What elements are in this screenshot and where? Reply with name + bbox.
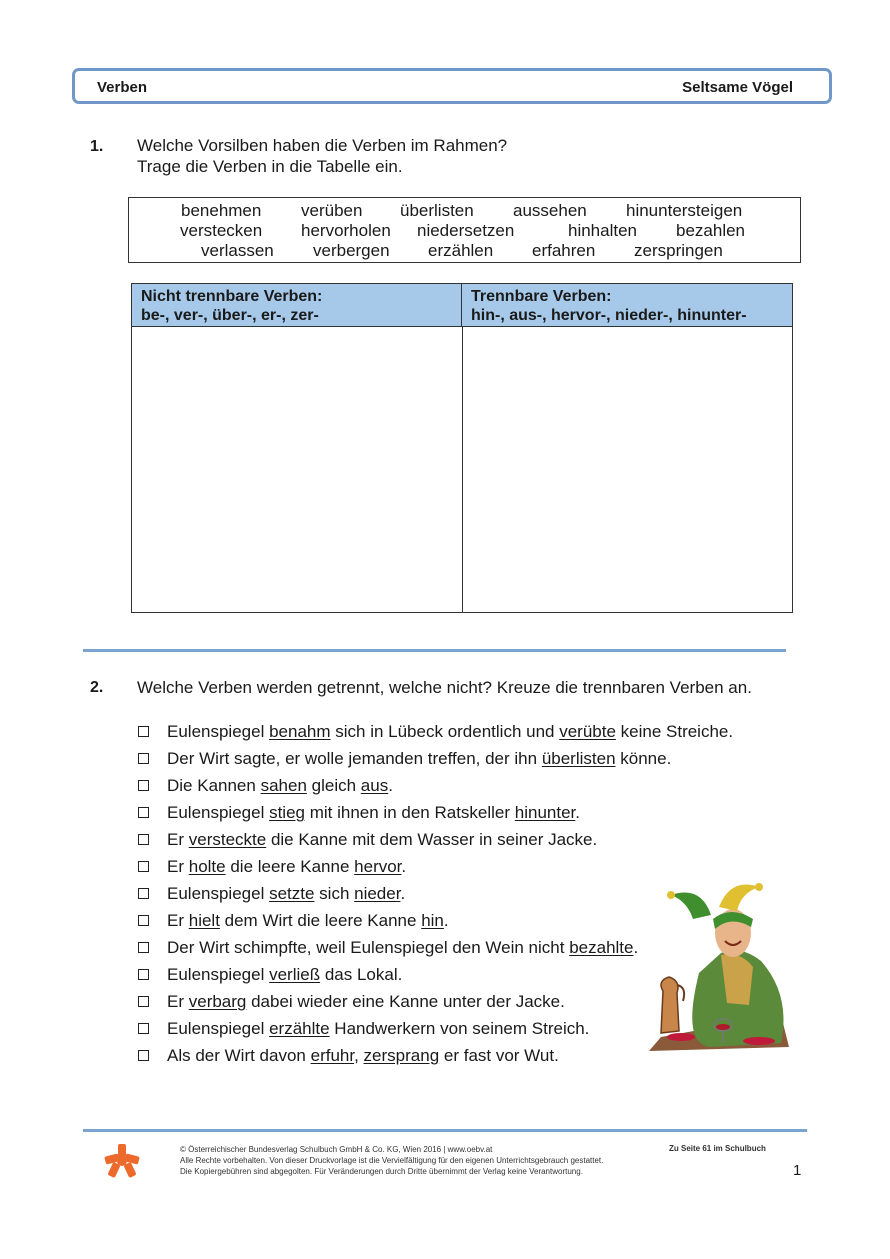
verb-word: bezahlen bbox=[676, 221, 746, 240]
underlined-verb: verließ bbox=[269, 965, 321, 984]
checkbox[interactable] bbox=[138, 726, 149, 737]
checkbox-item[interactable] bbox=[138, 722, 733, 742]
checkbox[interactable] bbox=[138, 780, 149, 791]
verb-frame bbox=[128, 197, 801, 263]
copyright-notice bbox=[180, 1144, 603, 1177]
sentence-text: . bbox=[401, 857, 407, 876]
verb-word: verlassen bbox=[201, 241, 274, 260]
checkbox[interactable] bbox=[138, 915, 149, 926]
checkbox[interactable] bbox=[138, 996, 149, 1007]
underlined-verb: nieder bbox=[354, 884, 401, 903]
sentence-text: . bbox=[388, 776, 393, 795]
sentence-text: Eulenspiegel bbox=[167, 884, 270, 903]
sentence-text: Eulenspiegel bbox=[167, 722, 270, 741]
verb-table bbox=[131, 283, 793, 613]
sentence-text: mit ihnen in den Ratskeller bbox=[305, 803, 515, 822]
sentence-text: Er bbox=[167, 992, 189, 1011]
sentence-text: Er bbox=[167, 911, 189, 930]
textbook-reference: Zu Seite 61 im Schulbuch bbox=[669, 1144, 766, 1153]
checkbox-item[interactable] bbox=[138, 749, 671, 769]
checkbox[interactable] bbox=[138, 1023, 149, 1034]
checkbox-item[interactable] bbox=[138, 857, 406, 877]
checkbox-item[interactable] bbox=[138, 1019, 589, 1039]
sentence-text: Der Wirt schimpfte, weil Eulenspiegel den Wein nicht bbox=[167, 938, 570, 957]
sentence-text: Als der Wirt davon bbox=[167, 1046, 311, 1065]
verb-word: verbergen bbox=[313, 241, 390, 260]
underlined-verb: hin bbox=[421, 911, 444, 930]
checkbox-item[interactable] bbox=[138, 965, 402, 985]
verb-word: zerspringen bbox=[634, 241, 723, 260]
checkbox[interactable] bbox=[138, 1050, 149, 1061]
verb-word: hinuntersteigen bbox=[626, 201, 743, 220]
task2-question: Welche Verben werden getrennt, welche nicht? Kreuze die trennbaren Verben an. bbox=[137, 678, 752, 697]
task1-number: 1. bbox=[90, 138, 104, 155]
sentence-text: . bbox=[575, 803, 581, 822]
checkbox-item[interactable] bbox=[138, 1046, 559, 1066]
verb-word: aussehen bbox=[513, 201, 587, 220]
oebv-logo-icon bbox=[103, 1142, 141, 1180]
underlined-verb: hinunter bbox=[514, 803, 576, 822]
checkbox[interactable] bbox=[138, 753, 149, 764]
sentence-text: Die Kannen bbox=[167, 776, 261, 795]
header-title: Seltsame Vögel bbox=[682, 79, 793, 96]
sentence-text: Eulenspiegel bbox=[167, 965, 270, 984]
underlined-verb: zersprang bbox=[363, 1046, 440, 1065]
verb-word: erzählen bbox=[428, 241, 494, 260]
footer-divider bbox=[83, 1129, 807, 1132]
checkbox-item[interactable] bbox=[138, 803, 580, 823]
header-topic: Verben bbox=[97, 79, 148, 96]
underlined-verb: überlisten bbox=[541, 749, 616, 768]
publisher-logo bbox=[103, 1142, 141, 1185]
checkbox[interactable] bbox=[138, 888, 149, 899]
verb-word: hinhalten bbox=[568, 221, 638, 240]
checkbox-item[interactable] bbox=[138, 911, 449, 931]
sentence-text: gleich bbox=[306, 776, 361, 795]
task1-line1: Welche Vorsilben haben die Verben im Rahmen? bbox=[137, 136, 508, 155]
underlined-verb: setzte bbox=[269, 884, 315, 903]
inseparable-prefixes: be-, ver-, über-, er-, zer- bbox=[141, 307, 319, 324]
sentence-text: . bbox=[400, 884, 406, 903]
underlined-verb: verbarg bbox=[188, 992, 247, 1011]
sentence-text: könne. bbox=[615, 749, 672, 768]
checkbox-item[interactable] bbox=[138, 884, 405, 904]
sentence-text: sich in Lübeck ordentlich und bbox=[330, 722, 560, 741]
underlined-verb: benahm bbox=[269, 722, 331, 741]
jester-icon bbox=[641, 875, 791, 1055]
page-number: 1 bbox=[793, 1162, 802, 1179]
table-header-separable bbox=[462, 284, 792, 327]
sentence-text: Der Wirt sagte, er wolle jemanden treffen, der ihn bbox=[167, 749, 542, 768]
separable-prefixes: hin-, aus-, hervor-, nieder-, hinunter- bbox=[471, 307, 747, 324]
verb-word: verstecken bbox=[180, 221, 263, 240]
underlined-verb: stieg bbox=[269, 803, 305, 822]
sentence-text: dem Wirt die leere Kanne bbox=[219, 911, 422, 930]
sentence-text: Handwerkern von seinem Streich. bbox=[329, 1019, 590, 1038]
verb-word: niedersetzen bbox=[417, 221, 515, 240]
checkbox-item[interactable] bbox=[138, 938, 638, 958]
task2-number: 2. bbox=[90, 679, 104, 696]
checkbox-item[interactable] bbox=[138, 830, 597, 850]
verb-word: überlisten bbox=[400, 201, 474, 220]
sentence-text: Er bbox=[167, 857, 189, 876]
checkbox-item[interactable] bbox=[138, 776, 393, 796]
underlined-verb: hielt bbox=[188, 911, 220, 930]
inseparable-title: Nicht trennbare Verben: bbox=[141, 288, 323, 305]
sentence-text: Er bbox=[167, 830, 189, 849]
checkbox[interactable] bbox=[138, 834, 149, 845]
checkbox[interactable] bbox=[138, 807, 149, 818]
sentence-text: . bbox=[443, 911, 449, 930]
sentence-text: sich bbox=[314, 884, 355, 903]
sentence-text: . bbox=[633, 938, 639, 957]
sentence-text: dabei wieder eine Kanne unter der Jacke. bbox=[246, 992, 565, 1011]
rights-line: Alle Rechte vorbehalten. Von dieser Druckvorlage ist die Vervielfältigung für den eigenen Unterrichtsgebrauch gestattet. bbox=[180, 1156, 604, 1165]
table-header-inseparable bbox=[132, 284, 462, 327]
underlined-verb: erzählte bbox=[269, 1019, 330, 1038]
copyright-line: © Österreichischer Bundesverlag Schulbuch GmbH & Co. KG, Wien 2016 | www.oebv.at bbox=[180, 1145, 493, 1154]
sentence-text: , bbox=[354, 1046, 364, 1065]
underlined-verb: hervor bbox=[354, 857, 402, 876]
verb-word: verüben bbox=[301, 201, 363, 220]
sentence-text: keine Streiche. bbox=[615, 722, 734, 741]
underlined-verb: sahen bbox=[260, 776, 307, 795]
checkbox-item[interactable] bbox=[138, 992, 565, 1012]
separable-title: Trennbare Verben: bbox=[471, 288, 612, 305]
fees-line: Die Kopiergebühren sind abgegolten. Für Veränderungen durch Dritte übernimmt der Verlag keine Verantwortung. bbox=[180, 1167, 583, 1176]
header-box bbox=[72, 68, 832, 104]
sentence-text: das Lokal. bbox=[320, 965, 403, 984]
verb-word: hervorholen bbox=[301, 221, 391, 240]
sentence-text: Eulenspiegel bbox=[167, 1019, 270, 1038]
underlined-verb: holte bbox=[188, 857, 226, 876]
verb-word: erfahren bbox=[532, 241, 596, 260]
task1-line2: Trage die Verben in die Tabelle ein. bbox=[137, 157, 403, 176]
eulenspiegel-illustration bbox=[641, 875, 791, 1060]
sentence-text: er fast vor Wut. bbox=[439, 1046, 559, 1065]
section-divider bbox=[83, 649, 786, 652]
sentence-text: die leere Kanne bbox=[225, 857, 355, 876]
checkbox[interactable] bbox=[138, 861, 149, 872]
underlined-verb: aus bbox=[360, 776, 389, 795]
column-divider bbox=[462, 327, 463, 612]
verb-word: benehmen bbox=[181, 201, 262, 220]
underlined-verb: erfuhr bbox=[310, 1046, 355, 1065]
sentence-text: die Kanne mit dem Wasser in seiner Jacke. bbox=[266, 830, 598, 849]
sentence-text: Eulenspiegel bbox=[167, 803, 270, 822]
task1-instruction bbox=[137, 135, 507, 177]
underlined-verb: bezahlte bbox=[569, 938, 634, 957]
checkbox[interactable] bbox=[138, 942, 149, 953]
checkbox[interactable] bbox=[138, 969, 149, 980]
underlined-verb: verübte bbox=[559, 722, 616, 741]
underlined-verb: versteckte bbox=[188, 830, 267, 849]
